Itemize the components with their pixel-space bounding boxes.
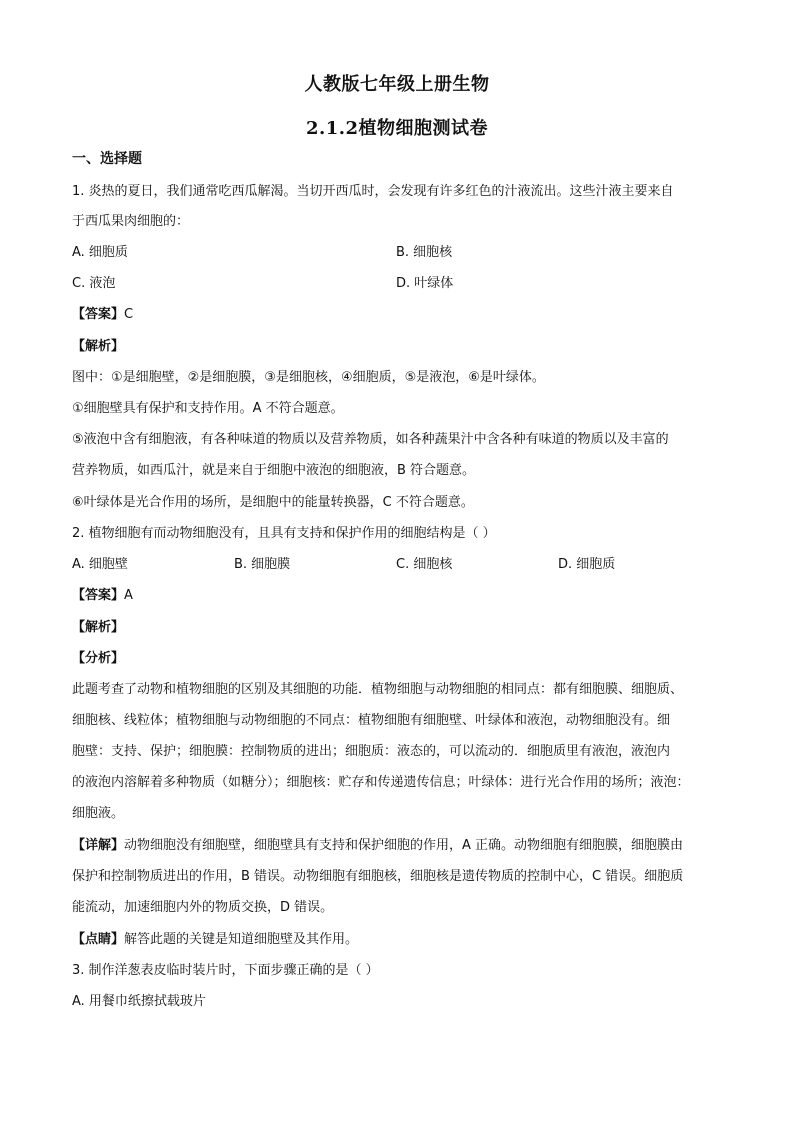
dianjing-tag: 【点睛】 bbox=[72, 932, 125, 947]
xiangjie-text: 动物细胞没有细胞壁，细胞壁具有支持和保护细胞的作用，A 正确。动物细胞有细胞膜，细胞膜由 bbox=[124, 838, 684, 853]
q2-option-c: C. 细胞核 bbox=[396, 557, 453, 572]
q3-option-a: A. 用餐巾纸擦拭载玻片 bbox=[72, 994, 206, 1009]
q3-stem: 3. 制作洋葱表皮临时装片时，下面步骤正确的是（ ） bbox=[72, 963, 379, 978]
q2-fenxi-tag: 【分析】 bbox=[72, 651, 125, 666]
q1-analysis-line: ①细胞壁具有保护和支持作用。A 不符合题意。 bbox=[72, 401, 344, 416]
q1-analysis-line: 图中：①是细胞壁，②是细胞膜，③是细胞核，④细胞质，⑤是液泡，⑥是叶绿体。 bbox=[72, 370, 545, 385]
q2-fenxi-line: 的液泡内溶解着多种物质（如糖分）；细胞核：贮存和传递遗传信息；叶绿体：进行光合作用的场所；液泡： bbox=[72, 775, 690, 790]
q1-option-d: D. 叶绿体 bbox=[396, 276, 454, 291]
q2-fenxi-line: 此题考查了动物和植物细胞的区别及其细胞的功能．植物细胞与动物细胞的相同点：都有细胞膜、细胞质、 bbox=[72, 682, 684, 697]
answer-tag: 【答案】 bbox=[72, 588, 125, 603]
q1-analysis-tag: 【解析】 bbox=[72, 339, 125, 354]
q2-xiangjie-line: 能流动，加速细胞内外的物质交换，D 错误。 bbox=[72, 900, 334, 915]
answer-value: A bbox=[124, 588, 133, 603]
q2-option-a: A. 细胞壁 bbox=[72, 557, 128, 572]
xiangjie-tag: 【详解】 bbox=[72, 838, 125, 853]
q1-stem-line1: 1. 炎热的夏日，我们通常吃西瓜解渴。当切开西瓜时，会发现有许多红色的汁液流出。这些汁液主要来自 bbox=[72, 184, 674, 199]
section-heading: 一、选择题 bbox=[72, 151, 142, 167]
q2-fenxi-line: 细胞液。 bbox=[72, 806, 125, 821]
q2-option-b: B. 细胞膜 bbox=[234, 557, 291, 572]
q1-option-c: C. 液泡 bbox=[72, 276, 116, 291]
q1-option-b: B. 细胞核 bbox=[396, 245, 453, 260]
q1-analysis-line: ⑤液泡中含有细胞液，有各种味道的物质以及营养物质，如各种蔬果汁中含各种有味道的物质以及丰富的 bbox=[72, 432, 669, 447]
q2-xiangjie-line: 保护和控制物质进出的作用，B 错误。动物细胞有细胞核，细胞核是遗传物质的控制中心，C 错误。细胞质 bbox=[72, 869, 684, 884]
q2-option-d: D. 细胞质 bbox=[558, 557, 616, 572]
q2-fenxi-line: 胞壁：支持、保护；细胞膜：控制物质的进出；细胞质：液态的，可以流动的．细胞质里有液泡，液泡内 bbox=[72, 744, 671, 759]
document-title: 人教版七年级上册生物 bbox=[304, 74, 490, 95]
answer-value: C bbox=[124, 307, 134, 322]
q1-analysis-line: ⑥叶绿体是光合作用的场所，是细胞中的能量转换器，C 不符合题意。 bbox=[72, 495, 474, 510]
q1-option-a: A. 细胞质 bbox=[72, 245, 128, 260]
document-subtitle: 2.1.2植物细胞测试卷 bbox=[305, 118, 489, 139]
q2-stem: 2. 植物细胞有而动物细胞没有，且具有支持和保护作用的细胞结构是（ ） bbox=[72, 526, 496, 541]
q2-analysis-tag: 【解析】 bbox=[72, 620, 125, 635]
q2-answer bbox=[72, 587, 133, 605]
answer-tag: 【答案】 bbox=[72, 307, 125, 322]
q1-answer bbox=[72, 306, 133, 324]
q2-xiangjie-line1 bbox=[72, 837, 683, 855]
q2-fenxi-line: 细胞核、线粒体；植物细胞与动物细胞的不同点：植物细胞有细胞壁、叶绿体和液泡，动物细胞没有。细 bbox=[72, 713, 671, 728]
q2-dianjing bbox=[72, 931, 358, 949]
dianjing-text: 解答此题的关键是知道细胞壁及其作用。 bbox=[124, 932, 359, 947]
q1-stem-line2: 于西瓜果肉细胞的： bbox=[72, 214, 190, 229]
q1-analysis-line: 营养物质，如西瓜汁，就是来自于细胞中液泡的细胞液，B 符合题意。 bbox=[72, 463, 476, 478]
